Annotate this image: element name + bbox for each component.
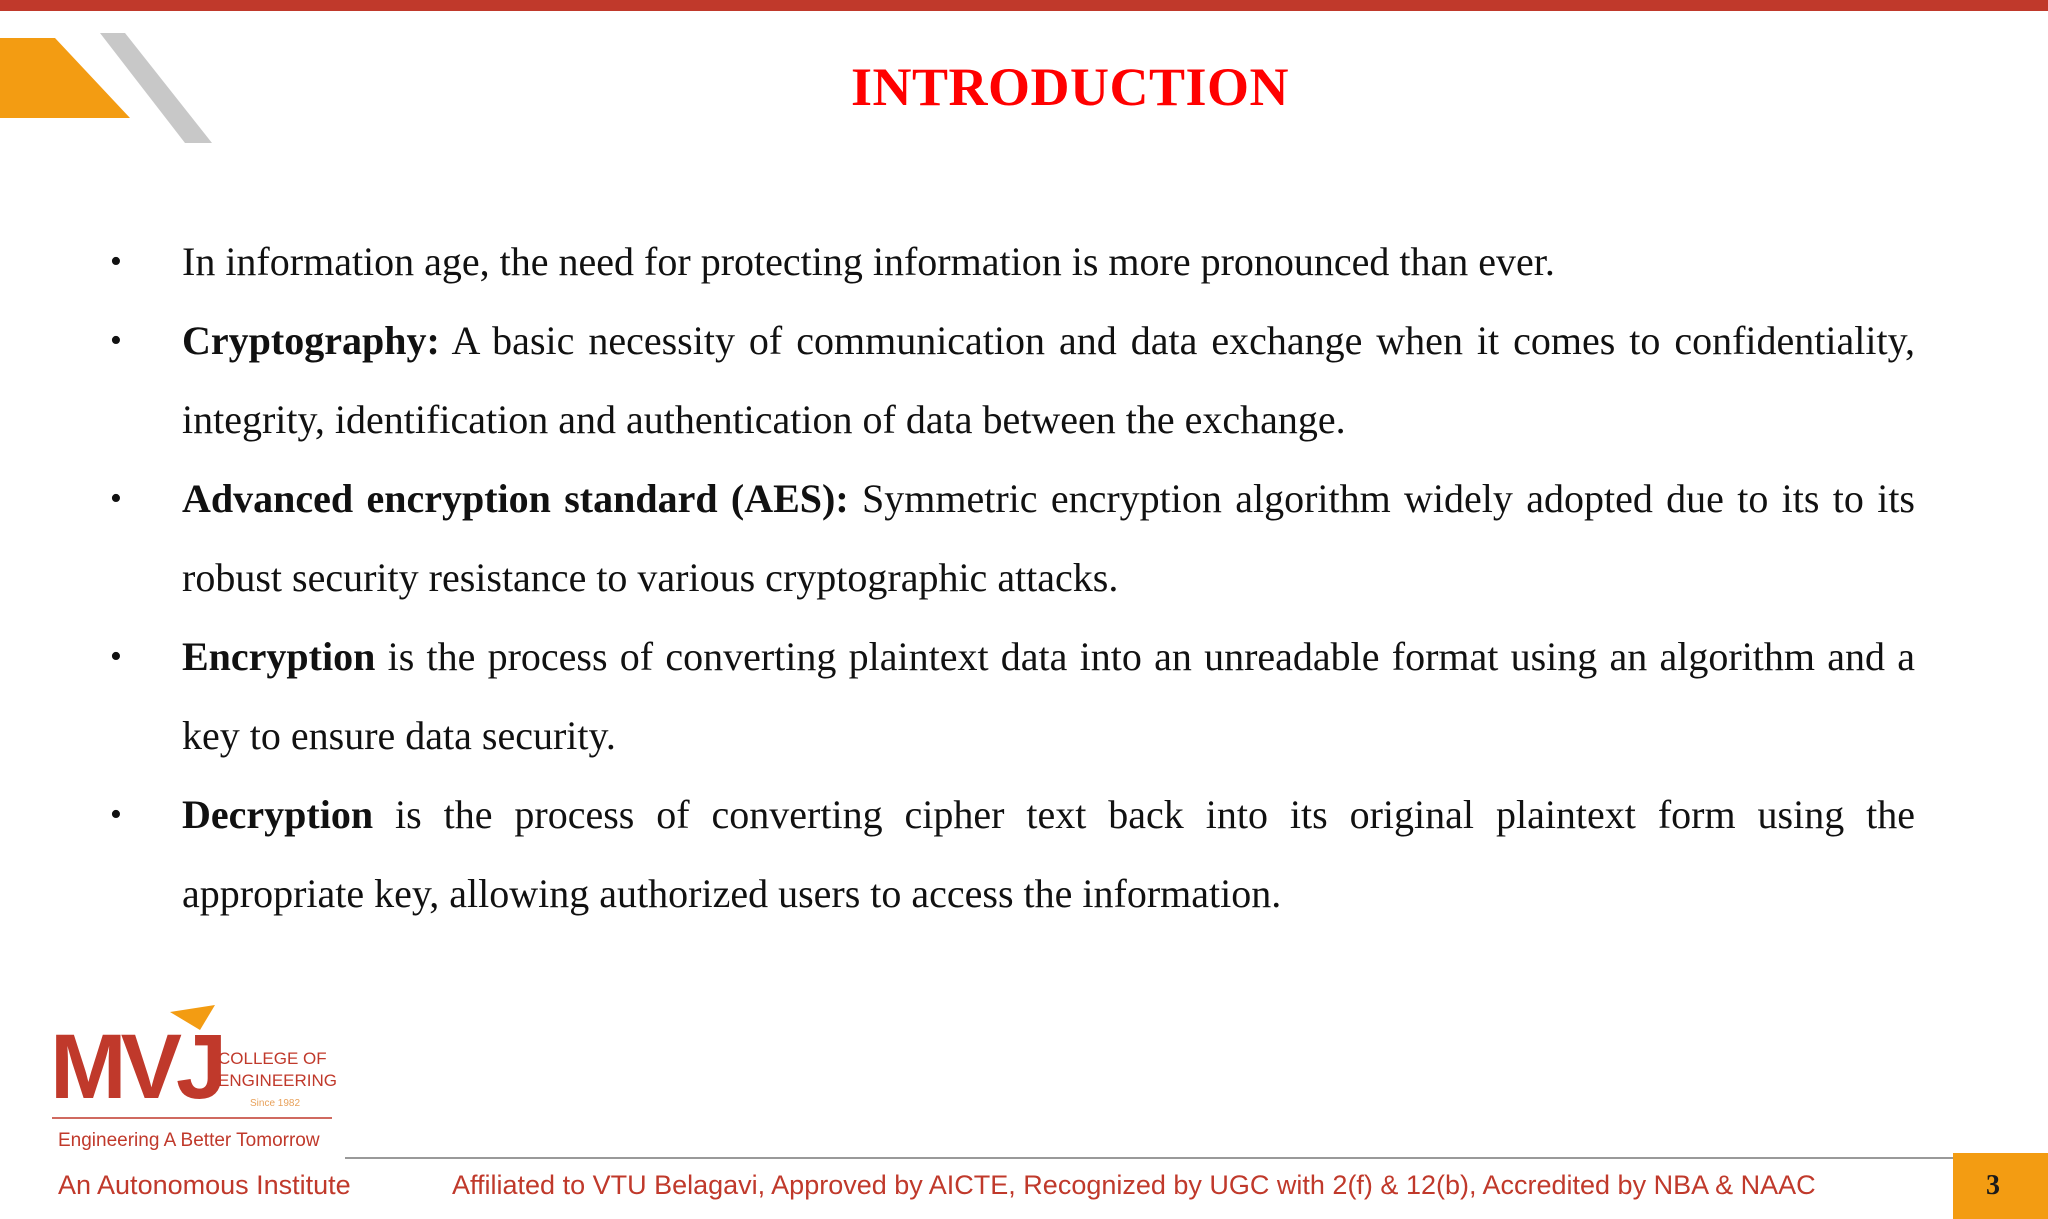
bullet-item (110, 459, 1915, 617)
bullet-text: Symmetric encryption algorithm widely adopted due to its to its robust security resistance to various cryptographic attacks. (182, 476, 1915, 600)
footer-autonomous-label: An Autonomous Institute (58, 1170, 351, 1200)
bullet-icon: • (110, 638, 122, 675)
bullet-term: Cryptography: (182, 318, 440, 363)
logo-since: Since 1982 (250, 1098, 301, 1109)
bullet-item (110, 775, 1915, 933)
slide-title: INTRODUCTION (850, 57, 1290, 117)
logo-line2: ENGINEERING (218, 1071, 338, 1090)
bullet-icon: • (110, 322, 122, 359)
bullet-item (110, 617, 1915, 775)
bullet-list (110, 222, 1915, 933)
page-number: 3 (1986, 1170, 2000, 1201)
page-number-badge (1953, 1153, 2048, 1219)
bullet-item (110, 301, 1915, 459)
bullet-icon: • (110, 480, 122, 517)
college-logo (50, 1000, 340, 1160)
bullet-text: A basic necessity of communication and data exchange when it comes to confidentiality, integrity, identification and authentication of data between the exchange. (182, 318, 1915, 442)
bullet-icon: • (110, 796, 122, 833)
bullet-icon: • (110, 243, 122, 280)
bullet-text: is the process of converting cipher text back into its original plaintext form using the appropriate key, allowing authorized users to access the information. (182, 792, 1915, 916)
bullet-item (110, 222, 1915, 301)
bullet-term: Decryption (182, 792, 374, 837)
bullet-text: is the process of converting plaintext data into an unreadable format using an algorithm and a key to ensure data security. (182, 634, 1915, 758)
footer-affiliation-text: Affiliated to VTU Belagavi, Approved by AICTE, Recognized by UGC with 2(f) & 12(b), Accredited by NBA & NAAC (452, 1170, 1816, 1200)
logo-tagline: Engineering A Better Tomorrow (58, 1130, 320, 1151)
top-accent-bar (0, 0, 2048, 11)
bullet-text: In information age, the need for protecting information is more pronounced than ever. (182, 239, 1555, 284)
footer-divider (345, 1157, 1955, 1159)
logo-mark: MVJ (50, 1016, 222, 1118)
logo-line1: COLLEGE OF (218, 1049, 327, 1068)
bullet-term: Encryption (182, 634, 376, 679)
bullet-term: Advanced encryption standard (AES): (182, 476, 849, 521)
